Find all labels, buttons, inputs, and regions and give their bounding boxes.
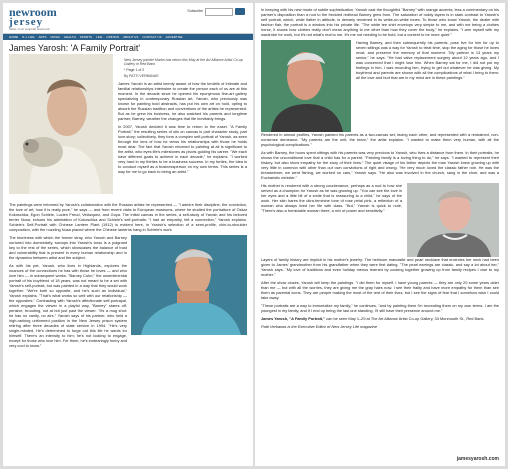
event-details: can be seen May 1–29 at The Art Alliance Artist Co-op Gallery, 33 Monmouth St., Red Bank. [325, 316, 485, 321]
nav-item[interactable]: OPINION [106, 35, 120, 39]
byline: By PATTI VERBANAS [124, 74, 159, 78]
barney-portrait-painting [131, 235, 247, 335]
author-bio: Patti Verbanas is the Executive Editor of New Jersey Life magazine [261, 324, 377, 329]
event-info [261, 316, 499, 321]
article-title: James Yarosh: 'A Family Portrait' [9, 43, 141, 53]
paragraph: Having Barney, and then subsequently his parents, pose live for him for up to seven sittings was a way for Yarosh to treat time, stop the aging for those he loves most, and preserve the memory of that moment. "My partner is 13 years my senior," he says. "He had valve replacement surgery about 12 years ago, and I was concerned that I might lose him. When Barney sat for me, I did not put my feelings in him. I was recording him, trying to get out whatever he was giving. My boyfriend and parents are shown with all the complications of what I bring to them: all the love and hurt that are in my mind are in these paintings." [356, 40, 499, 80]
self-portrait-painting [9, 54, 113, 194]
paragraph: Layers of family history are implicit in his mother's jewelry: The heirloom marcasite and pearl necklace that encircles her neck had been given to James' grandmother from his grandfather when they were first dating. "The pearl earrings are classic, and say a lot about her," Yarosh says. "My love of traditions and even holiday menus learned by cooking together growing up from family recipes I owe to my mother." [261, 257, 499, 277]
father-portrait-painting [261, 40, 351, 132]
logo-tagline: Smart, local, nonprofit newsroom [9, 27, 50, 31]
paragraph: The paintings were informed by Yarosh's collaboration with the Russian artists he represented — "I admire their discipline, the conviction, the love of art, how it is really pure," he says — and from recent visits to European museums, where he studied the portraiture of Oskar Kokoschka, Egon Schiele, Lucien Freud, Velázquez, and Goya. The initial canvas in the series, a self-study of Yarosh and his beloved terrier Nusa, echoes his admiration of Kokoschka and Schiele's self-portraits: "I had an empathy, felt a connection," Yarosh explains. Schiele's Self-Portrait with Chinese Lantern Plant (1912) is evident here, in Yarosh's selection of a semi-profile, chin-to-shoulder composition, with the nuzzling Nusa placed where the Chinese lanterns hang in Schiele's work. [9, 202, 247, 232]
site-logo[interactable] [9, 7, 57, 31]
paragraph: As with Barney, the hours spent sittings with his parents was very precious to Yarosh, who lives a distance from them. In their portraits, he shows the unconditional love that a child has for a parent. "Painting family is a loving thing to do," he says. "I wanted to represent their history, but also show empathy for the story of their lives." The quiet visage of his father depicts the man Yarosh knew growing up with very little in common with other than our own convictions of right and wrong. "He very much loved the classic father role. He was the breadwinner, we went fishing, we worked on cars," Yarosh says. "He also was involved in the church, sang in the choir, and was a Eucharistic minister." [261, 150, 499, 180]
paragraph: The bluntness with which the former stray, who Yarosh and Barney nurtured into domesticity, swoops into Yarosh's torso is a poignant key to the rest of the series, which showcases the balance of trust and vulnerability that is present in every human relationship and in the dynamics between artist and the subject. [9, 235, 127, 260]
nav-item[interactable]: ABOUT US [123, 35, 139, 39]
article-page-1 [3, 3, 253, 466]
main-nav [3, 34, 253, 40]
paragraph: In 2007, Yarosh decided it was time to return to the easel. "A Family Portrait," the resulting series of oils on canvas is part character study, part love-story; collectively, they form a complex self-portrait of Yarosh, as seen through the lens of how he views his relationships with those he holds most dear. The fact that Yarosh returned to painting at all is significant to the artist, who eyes life's milestones as pivots guiding his career. "We each have different goals to achieve in each decade," he explains. "I worked very hard in my thirties to be a business success. In my forties, the idea is to conduct myself as a businessperson on my own terms. This series is a way for me to go back to being an artist." [118, 124, 247, 174]
nav-item[interactable]: ARTS [38, 35, 47, 39]
nav-item[interactable]: HOME [9, 35, 18, 39]
subscribe-link[interactable]: Subscribe [187, 9, 203, 13]
image-caption: New Jersey painter Martin has return this May at the Art Alliance Artist Co-op Gallery in Red Bank [124, 58, 243, 66]
nav-item[interactable]: LIFE [96, 35, 103, 39]
paragraph: "These portraits are a way to immortalize my family," he continues, "and by painting them I'm recreating them on my own terms. I am the youngest in my family, and if I end up being the last one standing, I'll still have their presence around me." [261, 303, 499, 313]
site-header [3, 3, 253, 34]
paragraph: Rendered in almost profiles, Yarosh painted his parents as a two-canvas set, facing each other, and represented with a restrained, non-nonsense demeanor. "My parents are the unit, the team," the artist explains. "I wanted to make them very human, with all the psychological complications." [261, 132, 499, 147]
footer-url[interactable]: jamesyarosh.com [456, 456, 499, 462]
page-indicator: * Page 1 of 2 [124, 68, 145, 72]
paragraph: After the show closes, Yarosh will keep the paintings. "I did them for myself. I have young parents — they are only 20 some years older than me — but with all the worries, they are giving me the gray hairs now. I see their frailty and have more empathy for them than see them as parental icons. They are people making the most of the rest of their lives, but I see the signs of fear that I somehow wish I could take away. [261, 280, 499, 300]
nav-item[interactable]: SPORTS [79, 35, 93, 39]
nav-item[interactable]: ADVERTISE [165, 35, 183, 39]
search-input[interactable] [205, 8, 233, 16]
logo-word: new [9, 5, 30, 19]
nav-item[interactable]: N.J. LIFE [22, 35, 35, 39]
search-button[interactable] [235, 8, 245, 15]
paragraph: In keeping with his new mode of subtle sophistication, Yarosh cast the thoughtful "Barney" with orange accents, less a commentary on his partner's disposition than a nod to the freckled redhead Barney grew from. The saturation of ruddy layers is in stark contrast to Yarosh's self portrait, which, while flatter in attitude, is densely rendered in its white-on-white tones. To those who know Yarosh, the dealer with fashion flair, the portrait is a window into his private life. "The white tee shirt envelops very simple to me, and with me being a clothes horse, it shows how clothes really don't mean anything to me other than how they cover the body," he explains. "I arm myself with my wardrobe for work, but it's not what's real to me. It's me not needing to be bold, but a content to be more quiet." [261, 7, 499, 37]
event-title: James Yarosh, "A Family Portrait," [261, 316, 326, 321]
nav-item[interactable]: CONTACT US [142, 35, 162, 39]
mother-portrait-painting [407, 183, 499, 257]
paragraph: His mother is rendered with a strong countenance, perhaps as a nod to how she served as a champion for Yarosh as he was growing up. "You can see the love in her eyes and a little bit of a smile that is reassuring to a child," he says of the work. Her skin bares the ultra-feminine tone of rose petal pink, a reflection of a woman who always lived her life with class. "But," Yarosh is quick to note, "There's also a formidable woman there, a mix of power and sensitivity." [261, 183, 402, 213]
nav-item[interactable]: HEALTH [64, 35, 76, 39]
article-page-2 [255, 3, 505, 466]
paragraph: James Yarosh is an artist keenly aware of how the tendrils of intimate and familial relationships intertwine to create the person each of us are at this moment. In the decade since he opened his eponymous fine-art gallery specializing in contemporary Russian art, Yarosh, who previously was known for painting bold abstracts, has put his own art on hold, opting to absorb the Russian tradition and conventions of the artists he represented. But as he grew his business, he also watched his parents and longtime partner, Barney, weather the changes that life inevitably brings. [118, 81, 247, 121]
paragraph: As with his pet, Yarosh, who lives in Highlands, explores the nuances of the connections he has with those he loves — and who love him — in subsequent works. "Barney Cohn," the unsentimental portrait of his boyfriend of 18 years, was not meant to be a set with Yarosh's self-portrait, but was painted in a way that they would work together. "We're both so opposite, and he's such an individual," Yarosh explains. "That's what works so well with our relationship — the opposites." Contrasting with Yarosh's affectionate self-portrayal, which engages the viewer in a playful way, "Barney" stares off, pensive, brooding, not at but just past the viewer. "It's a mug shot: he has no vanity, no airs." Yarosh says of his partner, who held a high-ranking uniformed position in the New Jersey prison system retiring after three decades of state service in 1994. "He's very single-minded. He's determined to forge out this life he wants for himself. There's an intensity to him; he's not looking to engage, except for those who love him. For them, he's endearingly funny and very cool to know." [9, 263, 127, 348]
logo-jersey: jersey [9, 16, 44, 28]
nav-item[interactable]: MUSIC [50, 35, 61, 39]
logo-word-room: room [29, 5, 57, 19]
